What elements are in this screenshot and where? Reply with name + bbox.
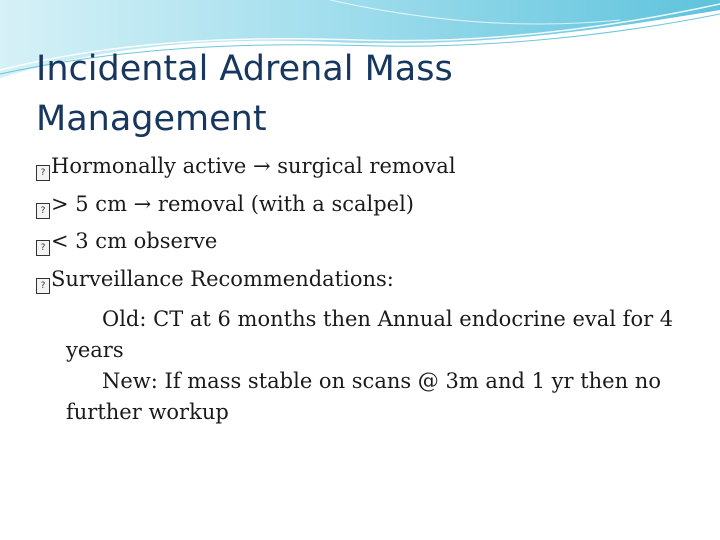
bullet-text: < 3 cm observe	[51, 229, 218, 253]
surveillance-details	[66, 304, 686, 428]
missing-glyph-icon: ?	[36, 278, 50, 294]
title-line-1: Incidental Adrenal Mass	[36, 49, 453, 89]
missing-glyph-icon: ?	[36, 165, 50, 181]
sub-new-recommendation: New: If mass stable on scans @ 3m and 1 yr then no further workup	[66, 369, 661, 424]
slide-body	[36, 154, 686, 428]
title-line-2: Management	[36, 99, 267, 139]
bullet-greater-5cm	[36, 192, 686, 230]
slide-title	[36, 44, 676, 144]
bullet-less-3cm	[36, 229, 686, 267]
bullet-text: Hormonally active → surgical removal	[51, 154, 456, 178]
sub-old-recommendation: Old: CT at 6 months then Annual endocrine eval for 4 years	[66, 307, 674, 362]
bullet-text: > 5 cm → removal (with a scalpel)	[51, 191, 414, 216]
bullet-text: Surveillance Recommendations:	[51, 266, 394, 291]
missing-glyph-icon: ?	[36, 203, 50, 219]
bullet-surveillance	[36, 267, 686, 305]
missing-glyph-icon: ?	[36, 240, 50, 256]
bullet-hormonally-active	[36, 154, 686, 192]
